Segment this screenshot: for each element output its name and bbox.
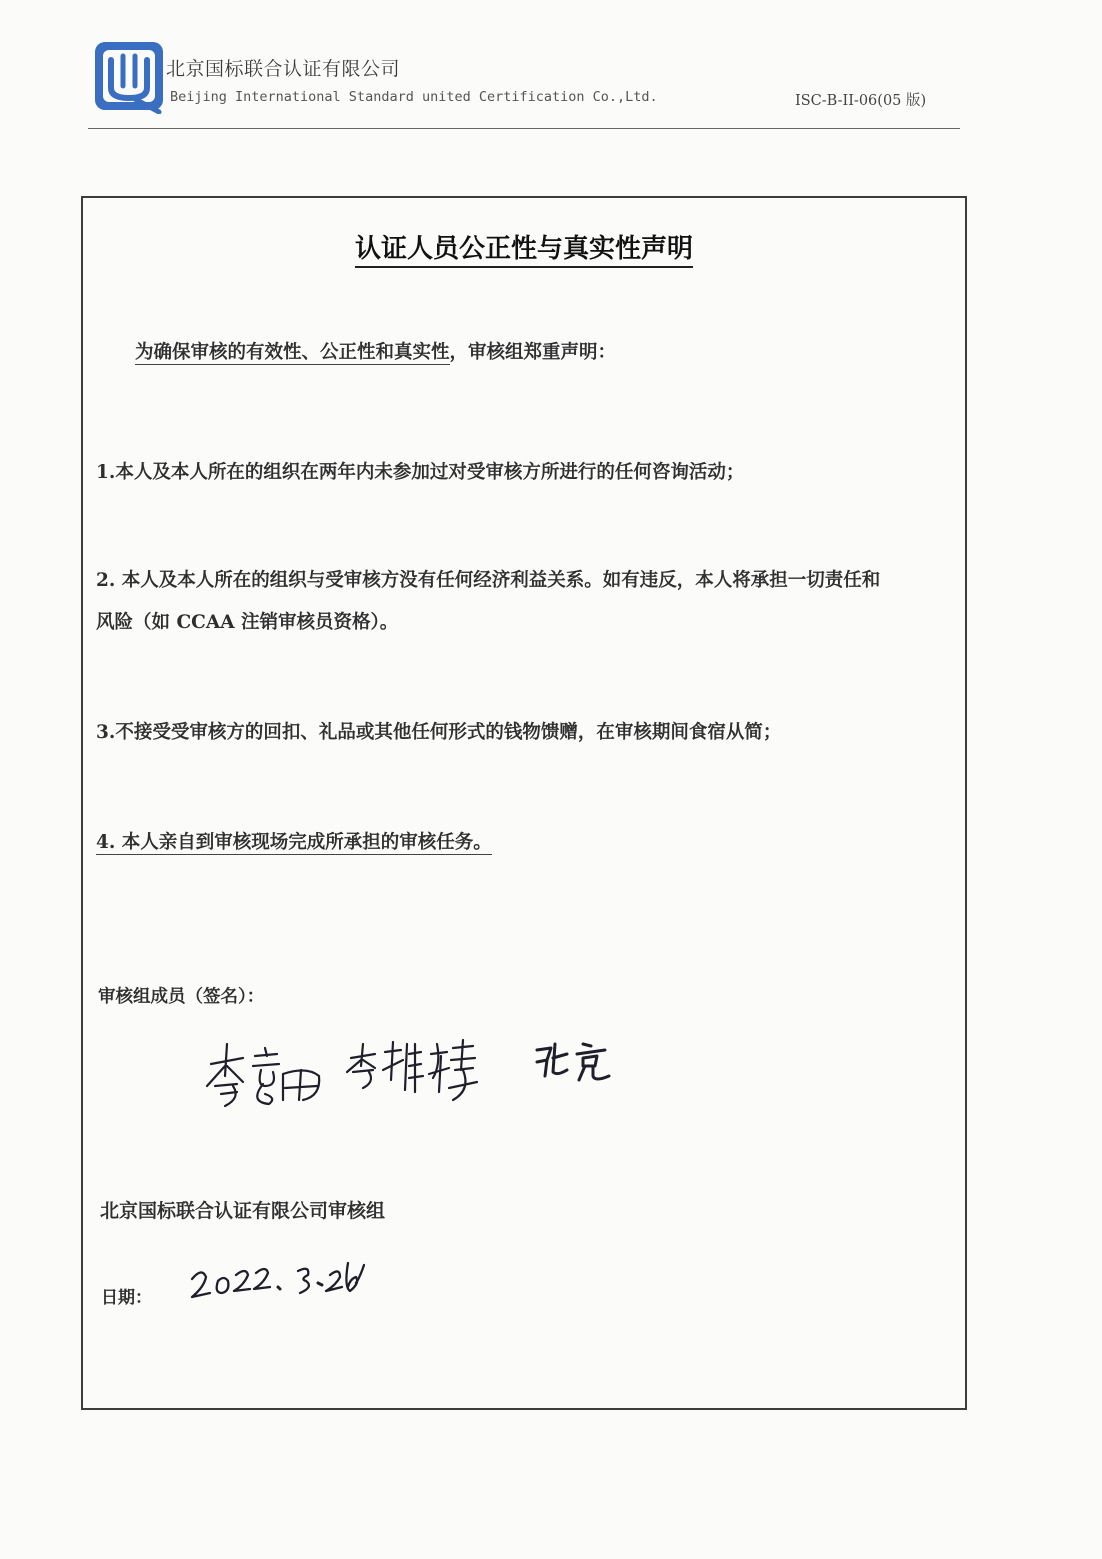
document-title: 认证人员公正性与真实性声明 xyxy=(83,228,965,265)
handwritten-date xyxy=(188,1253,388,1313)
declaration-item-3: 3.不接受受审核方的回扣、礼品或其他任何形式的钱物馈赠，在审核期间食宿从简； xyxy=(96,722,782,743)
audit-team-organization: 北京国标联合认证有限公司审核组 xyxy=(100,1200,386,1222)
declaration-frame xyxy=(81,196,967,1410)
declaration-item-2-line-2: 风险（如 CCAA 注销审核员资格）。 xyxy=(96,612,399,633)
signature-label: 审核组成员（签名）： xyxy=(98,987,265,1007)
intro-underlined-text: 为确保审核的有效性、公正性和真实性 xyxy=(135,342,450,363)
declaration-item-4: 4. 本人亲自到审核现场完成所承担的审核任务。 xyxy=(96,832,492,853)
isc-logo-icon xyxy=(93,40,165,114)
intro-paragraph xyxy=(135,338,616,364)
date-label: 日期： xyxy=(101,1288,152,1308)
company-name-en: Beijing International Standard united Certification Co.,Ltd. xyxy=(170,89,658,105)
signature-1 xyxy=(203,1036,333,1111)
company-name-cn: 北京国标联合认证有限公司 xyxy=(166,58,401,80)
document-code: ISC-B-II-06(05 版) xyxy=(795,93,927,109)
declaration-item-1: 1.本人及本人所在的组织在两年内未参加过对受审核方所进行的任何咨询活动； xyxy=(96,462,745,483)
signature-3 xyxy=(533,1036,623,1086)
letterhead xyxy=(0,0,1102,140)
intro-rest-text: ，审核组郑重声明： xyxy=(449,342,617,363)
header-divider xyxy=(88,128,960,129)
signature-2 xyxy=(345,1030,495,1110)
declaration-item-2-line-1: 2. 本人及本人所在的组织与受审核方没有任何经济利益关系。如有违反，本人将承担一切责任和 xyxy=(96,570,881,591)
